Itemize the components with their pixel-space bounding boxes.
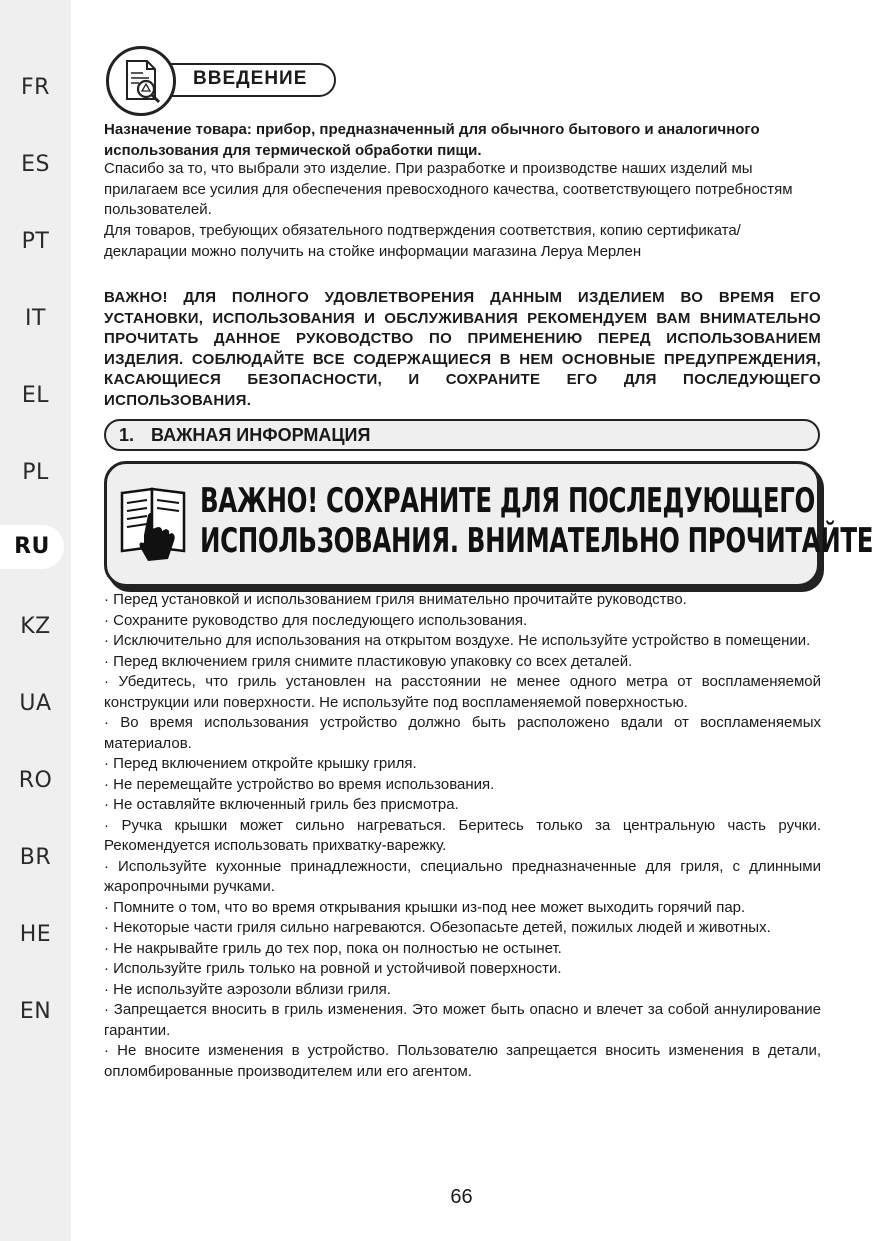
lang-tab-ua[interactable]: UA — [19, 691, 52, 716]
list-item: · Не перемещайте устройство во время использования. — [104, 775, 495, 793]
list-item: · Не вносите изменения в устройство. Пользователю запрещается вносить изменения в детали, опломбированные производителем или его агентом. — [104, 1042, 821, 1080]
warning-line-1: ВАЖНО! СОХРАНИТЕ ДЛЯ ПОСЛЕДУЮЩЕГО — [200, 481, 815, 521]
list-item: · Не накрывайте гриль до тех пор, пока он полностью не остынет. — [104, 939, 562, 957]
lang-tab-pl[interactable]: PL — [22, 460, 49, 485]
lang-tab-he[interactable]: HE — [19, 922, 52, 947]
section-title: ВАЖНАЯ ИНФОРМАЦИЯ — [151, 425, 371, 445]
list-item: · Перед включением откройте крышку гриля. — [104, 755, 417, 772]
manual-reading-hand-icon — [118, 485, 192, 567]
lang-tab-es[interactable]: ES — [21, 152, 50, 177]
lang-tab-br[interactable]: BR — [19, 845, 52, 870]
lang-tab-ro[interactable]: RO — [18, 768, 53, 793]
warning-line-2: ИСПОЛЬЗОВАНИЯ. ВНИМАТЕЛЬНО ПРОЧИТАЙТЕ — [200, 521, 874, 561]
lang-tab-fr[interactable]: FR — [21, 75, 50, 100]
certificate-text: Для товаров, требующих обязательного подтверждения соответствия, копию сертификата/декларации можно получить на стойке информации магазина Леруа Мерлен — [104, 222, 741, 260]
list-item: · Некоторые части гриля сильно нагреваются. Обезопасьте детей, пожилых людей и животных. — [104, 919, 771, 936]
section-number: 1. — [119, 425, 135, 445]
intro-title: ВВЕДЕНИЕ — [193, 68, 308, 89]
lang-tab-kz[interactable]: KZ — [20, 614, 51, 639]
list-item: · Запрещается вносить в гриль изменения. Это может быть опасно и влечет за собой аннулирование гарантии. — [104, 1001, 821, 1039]
document-magnifier-warning-icon — [106, 46, 176, 116]
list-item: · Убедитесь, что гриль установлен на расстоянии не менее одного метра от воспламеняемой конструкции или поверхности. Не используйте под воспламеняемой поверхностью. — [104, 673, 821, 711]
lang-tab-el[interactable]: EL — [21, 383, 50, 408]
page-number: 66 — [450, 1186, 473, 1208]
lang-tab-en[interactable]: EN — [19, 999, 52, 1024]
lang-tab-it[interactable]: IT — [25, 306, 46, 331]
list-item: · Не используйте аэрозоли вблизи гриля. — [104, 980, 391, 998]
language-sidebar — [0, 0, 71, 1241]
important-notice: ВАЖНО! ДЛЯ ПОЛНОГО УДОВЛЕТВОРЕНИЯ ДАННЫМ ИЗДЕЛИЕМ ВО ВРЕМЯ ЕГО УСТАНОВКИ, ИСПОЛЬЗОВАНИЯ И ОБСЛУЖИВАНИЯ РЕКОМЕНДУЕМ ВАМ ВНИМАТЕЛЬНО ПРОЧИТАТЬ ДАННОЕ РУКОВОДСТВО ПО ПРИМЕНЕНИЮ ПЕРЕД ИСПОЛЬЗОВАНИЕМ ИЗДЕЛИЯ. СОБЛЮДАЙТЕ ВСЕ СОДЕРЖАЩИЕСЯ В НЕМ ОСНОВНЫЕ ПРЕДУПРЕЖДЕНИЯ, КАСАЮЩИЕСЯ БЕЗОПАСНОСТИ, И СОХРАНИТЕ ЕГО ДЛЯ ПОСЛЕДУЮЩЕГО ИСПОЛЬЗОВАНИЯ. — [104, 289, 821, 409]
lang-tab-ru-active[interactable]: RU — [0, 525, 64, 569]
warning-box-text — [200, 481, 873, 561]
lang-tab-pt[interactable]: PT — [21, 229, 50, 254]
list-item: · Используйте кухонные принадлежности, специально предназначенные для гриля, с длинными жаропрочными ручками. — [104, 857, 821, 895]
list-item: · Помните о том, что во время открывания крышки из-под нее может выходить горячий пар. — [104, 898, 746, 916]
list-item: · Не оставляйте включенный гриль без присмотра. — [104, 796, 459, 813]
thanks-text: Спасибо за то, что выбрали это изделие. При разработке и производстве наших изделий мы прилагаем все усилия для обеспечения превосходного качества, соответствующего потребностям пользователей. — [104, 160, 793, 218]
list-item: · Исключительно для использования на открытом воздухе. Не используйте устройство в помещении. — [104, 632, 811, 649]
list-item: · Сохраните руководство для последующего использования. — [104, 611, 528, 629]
list-item: · Ручка крышки может сильно нагреваться. Беритесь только за центральную часть ручки. Рекомендуется использовать прихватку-варежку. — [104, 816, 821, 854]
list-item: · Используйте гриль только на ровной и устойчивой поверхности. — [104, 960, 562, 977]
safety-bullet-list — [104, 590, 821, 1082]
list-item: · Перед установкой и использованием гриля внимательно прочитайте руководство. — [104, 591, 687, 608]
list-item: · Перед включением гриля снимите пластиковую упаковку со всех деталей. — [104, 652, 633, 670]
purpose-text: Назначение товара: прибор, предназначенный для обычного бытового и аналогичного использования для термической обработки пищи. — [104, 121, 760, 159]
list-item: · Во время использования устройство должно быть расположено вдали от воспламеняемых материалов. — [104, 714, 821, 752]
